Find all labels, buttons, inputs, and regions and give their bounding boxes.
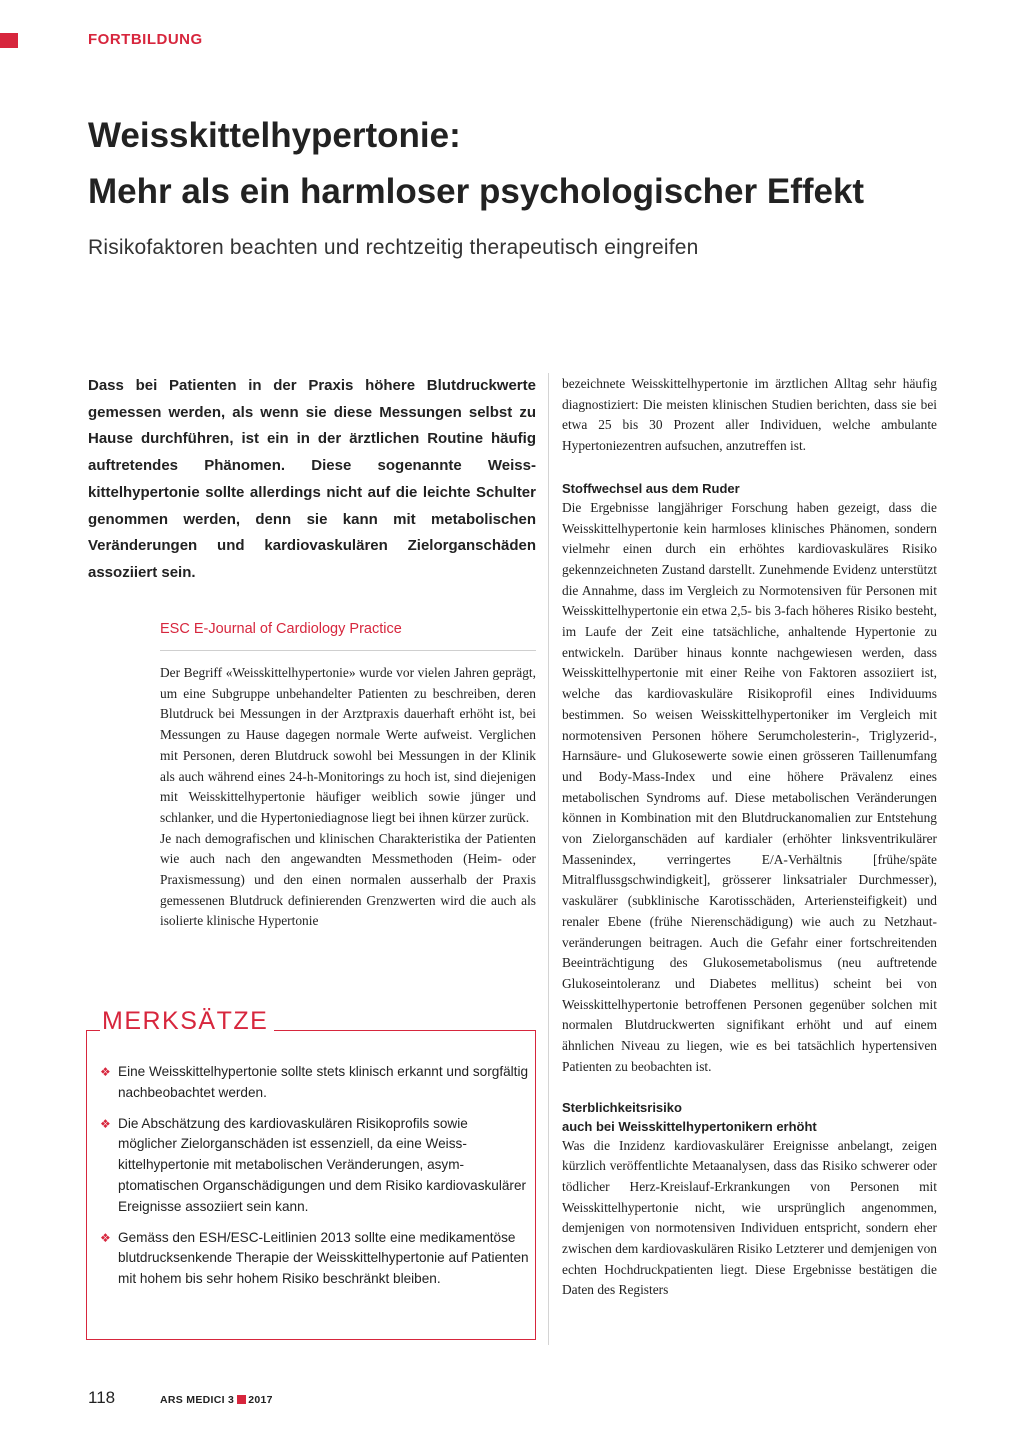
section-marker (0, 33, 18, 48)
body-column-left (160, 663, 536, 932)
section-label: FORTBILDUNG (88, 31, 203, 48)
source-divider (160, 650, 536, 651)
merksatz-text: Die Abschätzung des kardiovaskulären Risikoprofils sowie möglicher Zielorganschäden ist essenziell, da eine Weisskittelhypertonie mit metabolischen Veränderungen, asymptomatischen Organschädigungen und dem Risiko kardiovaskulärer Ereignisse assoziiert sein kann. (118, 1115, 527, 1214)
section-heading-sterblichkeit-2: auch bei Weisskittelhypertonikern erhöht (562, 1118, 817, 1134)
section-heading-stoffwechsel: Stoffwechsel aus dem Ruder (562, 480, 740, 496)
article-title (88, 108, 968, 220)
diamond-bullet-icon: ❖ (100, 1230, 111, 1245)
footer-journal-name: ARS MEDICI 3 (160, 1394, 235, 1406)
body-paragraph: Was die Inzidenz kardiovaskulärer Ereignisse anbelangt, zeigen kürzlich veröffentlichte Metaanalysen, dass das Risiko schwerer oder tödlicher Herz-Kreislauf-Erkrankungen von Personen mit Weisskittelhypertonie nicht, wie ursprünglich angenommen, demjenigen von normotensiven Individuen entspricht, sondern eher zwischen dem kardiovaskulären Risiko Letzterer und demjenigen von echten Hochdruckpatienten liegt. Diese Ergebnisse bestätigen die Daten des Registers (562, 1137, 937, 1298)
source-journal: ESC E-Journal of Cardiology Practice (160, 621, 402, 637)
diamond-bullet-icon: ❖ (100, 1065, 111, 1079)
footer-year: 2017 (248, 1394, 273, 1406)
title-line-2: Mehr als ein harmloser psychologischer Effekt (88, 172, 865, 211)
body-paragraph: bezeichnete Weisskittelhypertonie im ärztlichen Alltag sehr häufig diagnostiziert: Die meisten klinischen Studien berichten, dass sie bei etwa 25 bis 30 Prozent aller Individuen, welche ambulante Hypertoniezentren aufsuchen, anzutreffen ist. (562, 376, 937, 454)
column-divider (548, 373, 549, 1345)
footer-square-icon (237, 1395, 246, 1404)
article-subtitle: Risikofaktoren beachten und rechtzeitig therapeutisch eingreifen (88, 236, 699, 259)
merksaetze-heading: MERKSÄTZE (102, 1007, 274, 1036)
merksatz-text: Eine Weisskittelhypertonie sollte stets klinisch erkannt und sorgfältig nachbeobachtet werden. (118, 1064, 529, 1100)
section-heading-sterblichkeit-1: Sterblichkeitsrisiko (562, 1099, 682, 1115)
title-line-1: Weisskittelhypertonie: (88, 116, 461, 155)
merksaetze-box-top-rule (268, 1030, 536, 1031)
body-paragraph: Die Ergebnisse langjähriger Forschung haben gezeigt, dass die Weisskittelhypertonie kein harmloses klinisches Phänomen, sondern vielmehr einen durch ein erhöhtes kardiovaskuläres Risiko gekennzeichneten Zustand darstellt. Zunehmende Evidenz unterstützt die Annahme, dass im Vergleich zu Normotensiven für Personen mit Weisskittelhypertonie ein etwa 2,5- bis 3-fach höheres Risiko besteht, im Laufe der Zeit eine tatsächliche, anhaltende Hypertonie zu entwickeln. Darüber hinaus konnte nachgewiesen werden, dass Weisskittelhypertonie mit einer Reihe von Faktoren assoziiert ist, welche das kardiovaskuläre Risikoprofil eines Individuums bestimmen. So weisen Weisskittelhypertoniker im Vergleich mit normotensiven Personen höhere Serumcholesterin-, Triglyzerid-, Harnsäure- und Glukosewerte sowie einen grösseren Taillenumfang und Body-Mass-Index und eine höhere Prävalenz eines metabolischen Syndroms auf. Diese metabolischen Veränderungen können in Kombination mit den Blutdruckanomalien zur Entstehung von Zielorganschäden auf kardialer (erhöhter linksventrikulärer Massenindex, verringertes E/A-Verhältnis [frühe/späte Mitralflussgschwindigkeit], grösserer linksatrialer Durchmesser), vaskulärer (subklinische Karotisschäden, Arteriensteifigkeit) und renaler Ebene (frühe Nierenschädigung) wie auch zu Netzhautveränderungen beitragen. Auch die Gefahr einer fortschreitenden Beeinträchtigung des Glukosemetabolismus (neu auftretende Glukoseintoleranz und Diabetes mellitus) scheint bei von Weisskittelhypertonie betroffenen Personen gegenüber solchen mit normalen Blutdruckwerten signifikant erhöht und auf einem ähnlichen Niveau zu liegen, wie es bei tatsächlich hypertensiven Patienten zu beobachten ist. (562, 499, 937, 1074)
body-column-right (562, 374, 937, 1301)
merksaetze-list (100, 1062, 530, 1300)
body-paragraph: Der Begriff «Weisskittelhypertonie» wurde vor vielen Jahren geprägt, um eine Subgruppe unbehandelter Patienten zu beschreiben, deren Blutdruck bei Messungen in der Arztpraxis dauerhaft erhöht ist, bei Messungen zu Hause dagegen normale Werte aufweist. Verglichen mit Personen, deren Blutdruck sowohl bei Messungen in der Klinik als auch während eines 24-h-Monitorings zu hoch ist, sind diejenigen mit Weisskittelhypertonie häufiger weiblich sowie jünger und schlanker, und die Hypertoniediagnose liegt bei ihnen kürzer zurück. (160, 665, 536, 825)
page-number: 118 (88, 1388, 116, 1407)
lead-paragraph: Dass bei Patienten in der Praxis höhere Blutdruckwerte gemessen werden, als wenn sie diese Messungen selbst zu Hause durchführen, ist ein in der ärztlichen Routine häufig auftretendes Phänomen. Diese sogenannte Weisskittelhypertonie sollte allerdings nicht auf die leichte Schulter genommen werden, denn sie kann mit metabolischen Veränderungen und kardiovaskulären Zielorganschäden assoziiert sein. (88, 377, 536, 581)
merksatz-text: Gemäss den ESH/ESC-Leitlinien 2013 sollte eine medikamentöse blutdrucksenkende Therapie der Weisskittelhypertonie auf Patienten mit hohem bis sehr hohem Risiko beschränkt bleiben. (118, 1229, 529, 1287)
merksatz-item (100, 1114, 530, 1218)
diamond-bullet-icon: ❖ (100, 1116, 111, 1131)
merksaetze-box-top-rule (86, 1030, 100, 1031)
merksatz-item (100, 1062, 530, 1104)
footer-journal (160, 1394, 273, 1406)
body-paragraph: Je nach demografischen und klinischen Charakteristika der Patienten wie auch nach den angewandten Messmethoden (Heim- oder Praxismessung) und den einen normalen ausserhalb der Praxis gemessenen Blutdruck definierenden Grenzwerten wird die auch als isolierte klinische Hypertonie (160, 830, 536, 929)
merksatz-item (100, 1228, 530, 1290)
